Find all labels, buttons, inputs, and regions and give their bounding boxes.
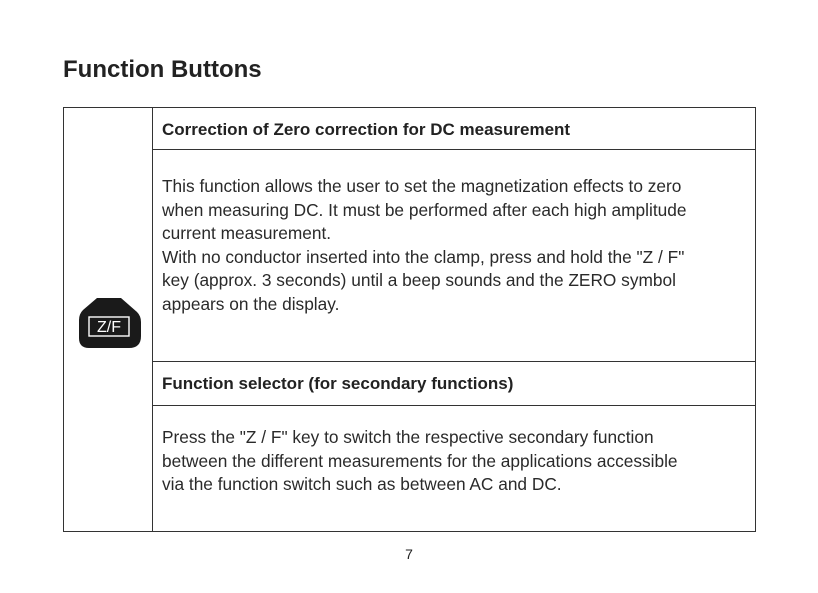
divider-line [153,405,755,406]
page-title: Function Buttons [63,56,262,83]
body-line: via the function switch such as between AC and DC. [162,474,562,494]
body-line: between the different measurements for the applications accessible [162,450,678,471]
divider-line [153,149,755,150]
section-heading-zero-correction: Correction of Zero correction for DC measurement [162,120,571,139]
body-line: key (approx. 3 seconds) until a beep sounds and the ZERO symbol [162,270,676,290]
content-cell [153,108,755,531]
section-body-zero-correction [153,175,755,316]
section-heading-function-selector: Function selector (for secondary functions) [162,374,514,393]
body-line: current measurement. [162,223,332,243]
page-number: 7 [405,546,413,562]
section-body-function-selector [153,426,755,497]
body-line: This function allows the user to set the magnetization effects to zero [162,176,682,196]
zf-key-icon [77,296,143,350]
body-line: Press the "Z / F" key to switch the respective secondary function [162,427,654,447]
icon-cell [64,108,153,531]
body-line: appears on the display. [162,293,340,314]
divider-line [153,361,755,362]
key-label: Z/F [97,319,121,336]
body-line: With no conductor inserted into the clamp, press and hold the "Z / F" [162,246,685,267]
body-line: when measuring DC. It must be performed after each high amplitude [162,199,687,220]
function-table [63,107,756,532]
